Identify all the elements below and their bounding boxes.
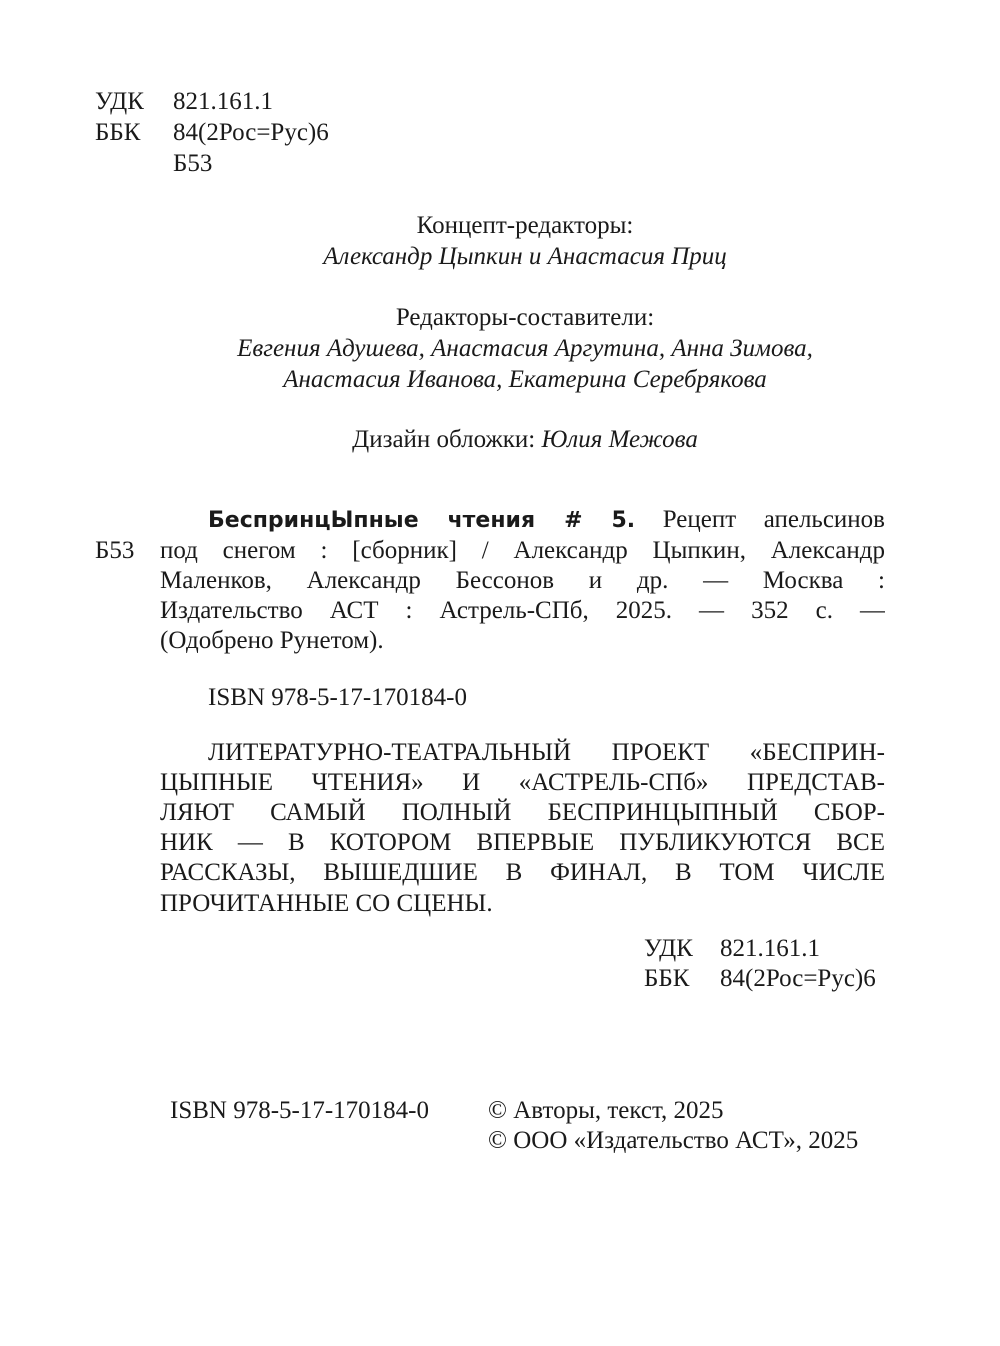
biblio-isbn: ISBN 978-5-17-170184-0 [208, 684, 468, 711]
bottom-bbk-label: ББК [644, 965, 690, 992]
cover-design-line [160, 425, 890, 455]
concept-editors-names: Александр Цыпкин и Анастасия Приц [323, 243, 727, 270]
annotation-line-1: ЛИТЕРАТУРНО-ТЕАТРАЛЬНЫЙ ПРОЕКТ «БЕСПРИН- [208, 739, 885, 766]
biblio-line-3: Маленков, Александр Бессонов и др. — Москва : [160, 567, 885, 594]
top-bbk-value: 84(2Рос=Рус)6 [173, 119, 329, 146]
concept-editors-label: Концепт-редакторы: [416, 212, 634, 239]
compilers-names-line2: Анастасия Иванова, Екатерина Серебрякова [283, 366, 767, 393]
bottom-bbk-value: 84(2Рос=Рус)6 [720, 965, 876, 992]
top-author-mark: Б53 [173, 150, 213, 177]
copyright-publisher: © ООО «Издательство АСТ», 2025 [488, 1127, 859, 1154]
biblio-line-2: под снегом : [сборник] / Александр Цыпкин, Александр [160, 537, 885, 564]
copyright-isbn: ISBN 978-5-17-170184-0 [170, 1097, 430, 1124]
annotation-line-6: ПРОЧИТАННЫЕ СО СЦЕНЫ. [160, 890, 493, 917]
compilers-label: Редакторы-составители: [395, 304, 655, 331]
book-subtitle-start: Рецепт апельсинов [662, 506, 885, 533]
top-udk-label: УДК [95, 88, 144, 115]
compilers-names-line1: Евгения Адушева, Анастасия Аргутина, Анна Зимова, [237, 335, 813, 362]
biblio-author-mark: Б53 [95, 537, 135, 564]
biblio-line-1 [208, 505, 885, 536]
annotation-line-5: РАССКАЗЫ, ВЫШЕДШИЕ В ФИНАЛ, В ТОМ ЧИСЛЕ [160, 859, 885, 886]
annotation-line-3: ЛЯЮТ САМЫЙ ПОЛНЫЙ БЕСПРИНЦЫПНЫЙ СБОР- [160, 799, 885, 826]
book-title: БеспринцЫпные чтения # 5. [208, 508, 636, 533]
top-bbk-label: ББК [95, 119, 141, 146]
top-udk-value: 821.161.1 [173, 88, 273, 115]
annotation-line-4: НИК — В КОТОРОМ ВПЕРВЫЕ ПУБЛИКУЮТСЯ ВСЕ [160, 829, 885, 856]
cover-design-label: Дизайн обложки: [352, 426, 536, 453]
bottom-udk-label: УДК [644, 935, 693, 962]
annotation-line-2: ЦЫПНЫЕ ЧТЕНИЯ» И «АСТРЕЛЬ-СПб» ПРЕДСТАВ- [160, 769, 885, 796]
cover-designer-name: Юлия Межова [541, 426, 698, 453]
biblio-line-4: Издательство АСТ : Астрель-СПб, 2025. — 352 с. — [160, 597, 885, 624]
biblio-line-5: (Одобрено Рунетом). [160, 627, 384, 654]
bottom-udk-value: 821.161.1 [720, 935, 820, 962]
copyright-authors: © Авторы, текст, 2025 [488, 1097, 724, 1124]
